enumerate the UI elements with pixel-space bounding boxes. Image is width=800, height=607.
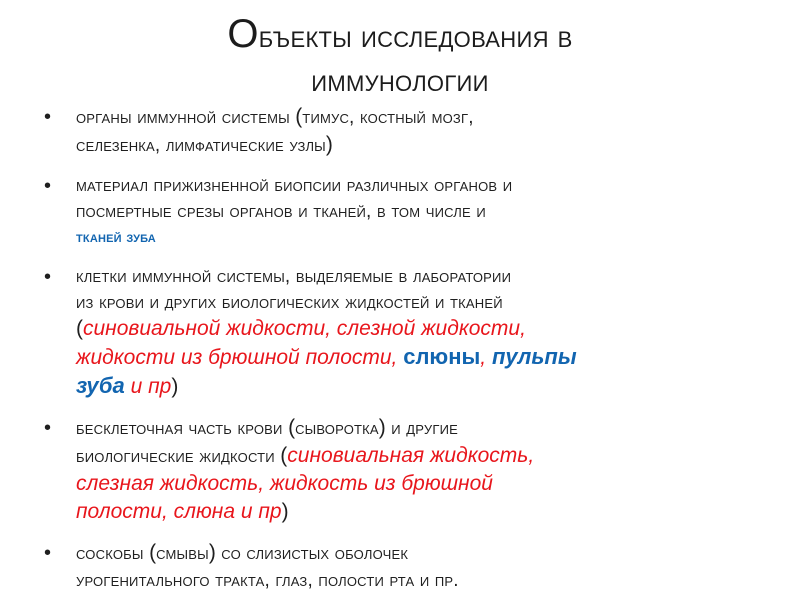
bullet-dot-icon: •	[44, 106, 52, 128]
bullet-line	[76, 499, 760, 527]
bullet-line: клетки иммунной системы, выделяемые в лаборатории	[76, 266, 512, 287]
bullet-line	[76, 471, 760, 499]
bullet-line	[76, 415, 760, 443]
bullet-item	[40, 415, 760, 527]
red-text: полости, слюна и пр	[76, 500, 282, 523]
bullet-line	[76, 443, 760, 471]
bullet-dot-icon: •	[44, 266, 52, 288]
bullet-list	[40, 104, 760, 607]
paren: (	[149, 541, 157, 564]
bullet-line: урогенитального тракта, глаз, полости рта и пр.	[76, 570, 459, 591]
bullet-dot-icon: •	[44, 542, 52, 564]
paren: (	[295, 105, 303, 128]
paren: (	[288, 416, 296, 439]
bullet-line	[76, 316, 760, 344]
red-text: слезная жидкость, жидкость из брюшной	[76, 472, 493, 495]
bullet-line	[76, 540, 760, 568]
highlight-text: тканей зуба	[76, 229, 156, 246]
text-run: сыворотка	[295, 418, 379, 439]
bullet-item	[40, 540, 760, 594]
paren: )	[281, 500, 289, 523]
text-run: и другие	[385, 418, 459, 439]
text-run: селезенка, лимфатические узлы	[76, 135, 326, 156]
title-line-1	[0, 12, 800, 59]
blue-text: зуба	[76, 373, 125, 398]
title-line-1-text: бъекты исследования в	[258, 19, 573, 54]
red-text: синовиальной жидкости, слезной жидкости,	[83, 317, 526, 340]
blue-text: пульпы	[491, 344, 577, 369]
bullet-line	[76, 373, 760, 402]
bullet-line: материал прижизненной биопсии различных органов и	[76, 175, 513, 196]
bullet-item	[40, 173, 760, 251]
paren: )	[208, 541, 216, 564]
red-text: ,	[480, 346, 492, 369]
text-run: органы иммунной системы	[76, 107, 296, 128]
text-run: биологические жидкости	[76, 446, 281, 467]
text-run: тимус, костный мозг,	[302, 107, 474, 128]
text-run: смывы	[156, 543, 209, 564]
paren: )	[325, 133, 333, 156]
paren: )	[378, 416, 386, 439]
bullet-line	[76, 132, 760, 160]
paren: (	[76, 317, 83, 340]
bullet-line	[76, 344, 760, 373]
slide-title	[0, 12, 800, 103]
red-text: синовиальная жидкость,	[287, 444, 535, 467]
blue-text: слюны	[403, 344, 481, 369]
bullet-line	[76, 225, 760, 251]
paren: (	[280, 444, 288, 467]
text-run: соскобы	[76, 543, 150, 564]
text-run: бесклеточная часть крови	[76, 418, 289, 439]
title-line-2: иммунологии	[311, 63, 489, 98]
bullet-dot-icon: •	[44, 417, 52, 439]
red-text: и пр	[124, 375, 172, 398]
text-run: со слизистых оболочек	[215, 543, 409, 564]
bullet-dot-icon: •	[44, 175, 52, 197]
paren: )	[171, 375, 179, 398]
bullet-item	[40, 104, 760, 160]
title-initial: О	[227, 12, 259, 56]
bullet-line	[76, 104, 760, 132]
red-text: жидкости из брюшной полости,	[76, 346, 404, 369]
bullet-line: из крови и других биологических жидкостей и тканей	[76, 292, 503, 313]
bullet-line: посмертные срезы органов и тканей, в том числе и	[76, 201, 486, 222]
bullet-item	[40, 264, 760, 402]
